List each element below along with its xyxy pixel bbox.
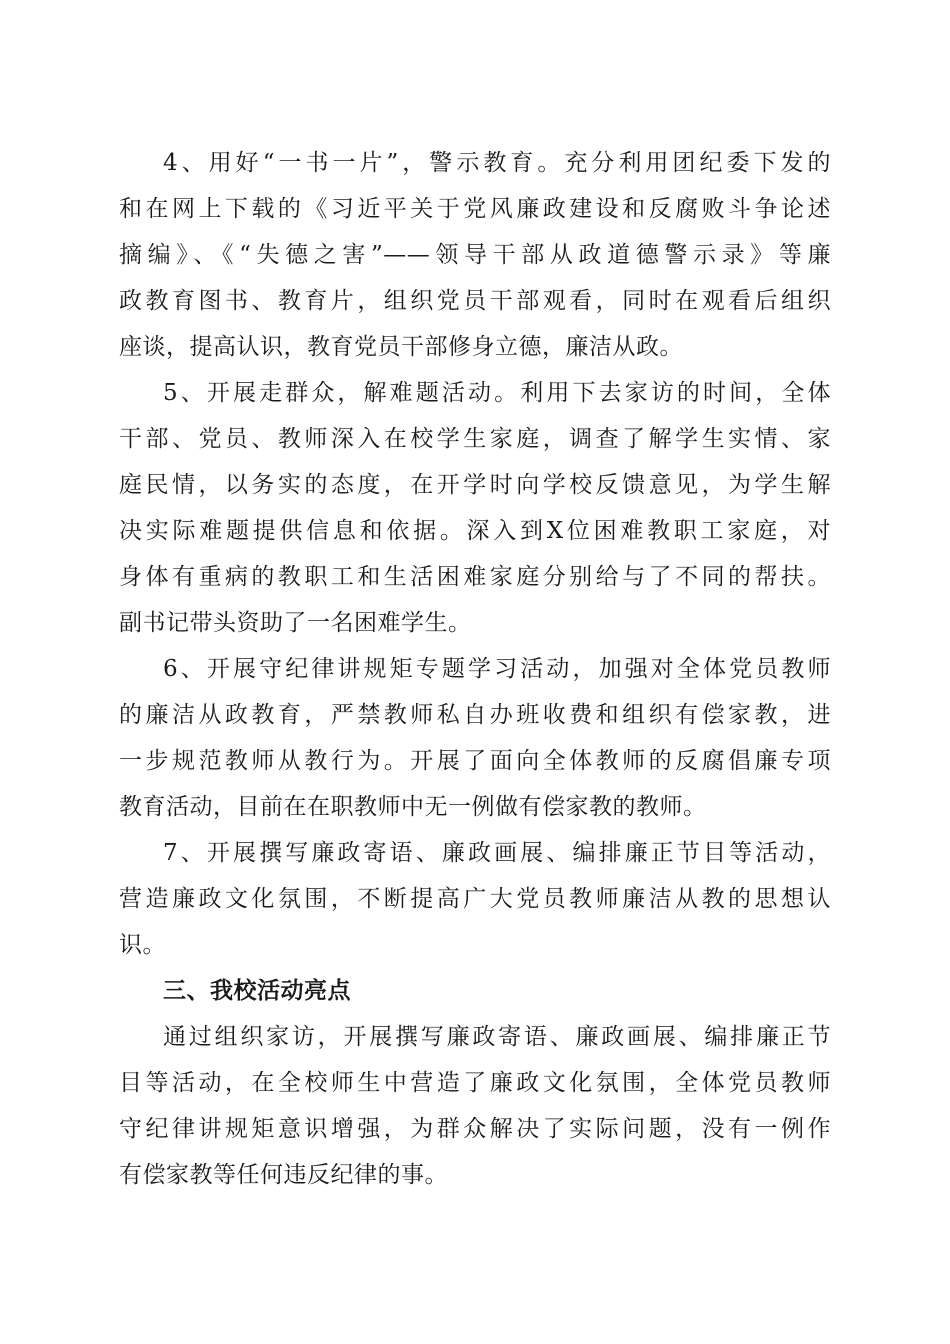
text-line: 的廉洁从政教育，严禁教师私自办班收费和组织有偿家教，进: [119, 702, 831, 728]
text-line: 6、开展守纪律讲规矩专题学习活动，加强对全体党员教师: [163, 656, 831, 682]
paragraph-item-5: [119, 370, 831, 646]
text-line: 身体有重病的教职工和生活困难家庭分别给与了不同的帮扶。: [119, 564, 831, 590]
text-line: 目等活动，在全校师生中营造了廉政文化氛围，全体党员教师: [119, 1070, 831, 1096]
text-line: 守纪律讲规矩意识增强，为群众解决了实际问题，没有一例作: [119, 1116, 831, 1142]
text-line: 教育活动，目前在在职教师中无一例做有偿家教的教师。: [119, 794, 707, 820]
text-line: 有偿家教等任何违反纪律的事。: [119, 1162, 448, 1188]
text-line: 7、开展撰写廉政寄语、廉政画展、编排廉正节目等活动，: [163, 840, 831, 866]
text-line: 决实际难题提供信息和依据。深入到X位困难教职工家庭，对: [119, 518, 831, 544]
text-line: 一步规范教师从教行为。开展了面向全体教师的反腐倡廉专项: [119, 748, 831, 774]
text-line: 庭民情，以务实的态度，在开学时向学校反馈意见，为学生解: [119, 472, 831, 498]
text-line: 干部、党员、教师深入在校学生家庭，调查了解学生实情、家: [119, 426, 831, 452]
text-line: 副书记带头资助了一名困难学生。: [119, 610, 472, 636]
text-line: 座谈，提高认识，教育党员干部修身立德，廉洁从政。: [119, 334, 683, 360]
section-heading: [119, 968, 831, 1014]
paragraph-highlights: [119, 1014, 831, 1198]
text-line: 政教育图书、教育片，组织党员干部观看，同时在观看后组织: [119, 288, 831, 314]
text-line: 5、开展走群众，解难题活动。利用下去家访的时间，全体: [163, 380, 831, 406]
paragraph-item-7: [119, 830, 831, 968]
text-line: 通过组织家访，开展撰写廉政寄语、廉政画展、编排廉正节: [163, 1024, 831, 1050]
text-line: 摘编》、《“失德之害”——领导干部从政道德警示录》等廉: [119, 242, 831, 268]
document-page: [119, 140, 831, 1198]
text-line: 和在网上下载的《习近平关于党风廉政建设和反腐败斗争论述: [119, 196, 831, 222]
paragraph-item-6: [119, 646, 831, 830]
text-line: 4、用好“一书一片”，警示教育。充分利用团纪委下发的: [163, 150, 831, 176]
text-line: 识。: [119, 932, 166, 958]
paragraph-item-4: [119, 140, 831, 370]
section-title: 三、我校活动亮点: [163, 978, 351, 1004]
text-line: 营造廉政文化氛围，不断提高广大党员教师廉洁从教的思想认: [119, 886, 831, 912]
